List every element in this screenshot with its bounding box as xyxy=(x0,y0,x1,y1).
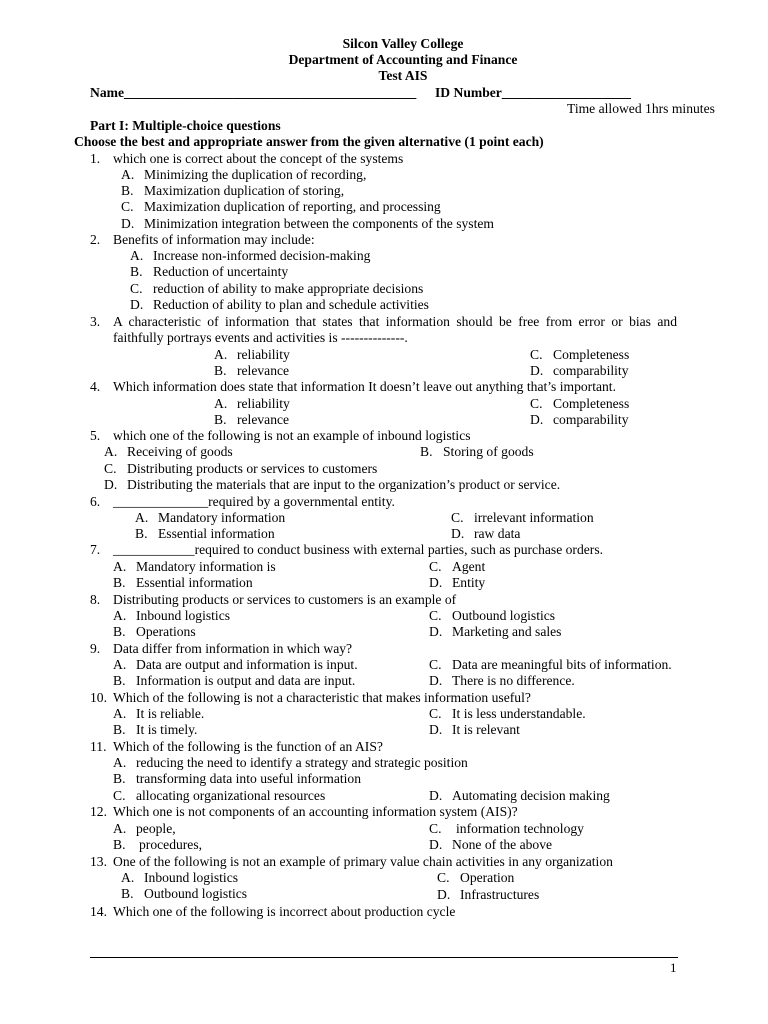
option-letter: A. xyxy=(214,396,228,411)
option-letter: A. xyxy=(121,167,135,182)
option-text: It is less understandable. xyxy=(452,706,586,721)
option-letter: B. xyxy=(113,771,126,786)
option-text: Maximization duplication of reporting, and processing xyxy=(144,199,441,214)
option-letter: A. xyxy=(214,347,228,362)
option-letter: C. xyxy=(530,347,543,362)
option-letter: B. xyxy=(214,412,227,427)
option-text: reliability xyxy=(237,347,290,362)
option-letter: D. xyxy=(451,526,465,541)
option-text: There is no difference. xyxy=(452,673,575,688)
option-text: Receiving of goods xyxy=(127,444,233,459)
question-number: 7. xyxy=(90,542,101,557)
option-letter: D. xyxy=(429,673,443,688)
question-text: ______________required by a governmental entity. xyxy=(113,494,395,509)
option-letter: B. xyxy=(420,444,433,459)
question-text: which one of the following is not an example of inbound logistics xyxy=(113,428,471,443)
option-letter: C. xyxy=(429,821,442,836)
question-text: A characteristic of information that states that information should be free from error or bias and xyxy=(113,314,677,329)
question-text: Data differ from information in which way? xyxy=(113,641,353,656)
option-text: None of the above xyxy=(452,837,553,852)
page-number: 1 xyxy=(670,960,677,975)
option-letter: A. xyxy=(135,510,149,525)
question-number: 3. xyxy=(90,314,101,329)
option-text: Outbound logistics xyxy=(452,608,556,623)
option-text: Operations xyxy=(136,624,196,639)
question-number: 1. xyxy=(90,151,101,166)
question-text: Which of the following is the function of an AIS? xyxy=(113,739,383,754)
option-letter: C. xyxy=(451,510,464,525)
question-number: 2. xyxy=(90,232,101,247)
option-letter: C. xyxy=(130,281,143,296)
department-title: Department of Accounting and Finance xyxy=(288,52,518,67)
option-letter: A. xyxy=(113,608,127,623)
option-text: Mandatory information xyxy=(158,510,286,525)
option-letter: B. xyxy=(113,722,126,737)
option-letter: D. xyxy=(121,216,135,231)
option-letter: C. xyxy=(530,396,543,411)
option-letter: C. xyxy=(437,870,450,885)
option-letter: D. xyxy=(429,788,443,803)
option-text: raw data xyxy=(474,526,521,541)
option-text: Maximization duplication of storing, xyxy=(144,183,345,198)
option-text: Completeness xyxy=(553,347,630,362)
name-field-label: Name___________________________________________ xyxy=(90,85,417,100)
option-text: Outbound logistics xyxy=(144,886,248,901)
option-letter: B. xyxy=(113,837,126,852)
option-text: Infrastructures xyxy=(460,887,540,902)
question-text: Benefits of information may include: xyxy=(113,232,315,247)
option-letter: D. xyxy=(429,722,443,737)
question-number: 13. xyxy=(90,854,107,869)
option-text: irrelevant information xyxy=(474,510,594,525)
option-letter: A. xyxy=(104,444,118,459)
option-letter: C. xyxy=(429,706,442,721)
option-text: Reduction of ability to plan and schedule activities xyxy=(153,297,429,312)
option-letter: D. xyxy=(429,624,443,639)
id-number-field-label: ID Number___________________ xyxy=(435,85,631,100)
question-text: Which of the following is not a characteristic that makes information useful? xyxy=(113,690,531,705)
option-letter: A. xyxy=(113,755,127,770)
question-text-continued: faithfully portrays events and activities is --------------. xyxy=(113,330,408,345)
option-letter: A. xyxy=(113,559,127,574)
option-letter: D. xyxy=(104,477,118,492)
option-text: Information is output and data are input. xyxy=(136,673,356,688)
option-letter: D. xyxy=(130,297,144,312)
option-text: people, xyxy=(136,821,176,836)
option-text: reduction of ability to make appropriate decisions xyxy=(153,281,424,296)
option-text: Operation xyxy=(460,870,515,885)
option-text: transforming data into useful information xyxy=(136,771,362,786)
option-text: Minimizing the duplication of recording, xyxy=(144,167,367,182)
part-title: Part I: Multiple-choice questions xyxy=(90,118,281,133)
option-letter: B. xyxy=(214,363,227,378)
option-text: Storing of goods xyxy=(443,444,534,459)
option-letter: C. xyxy=(113,788,126,803)
option-text: Distributing the materials that are input to the organization’s product or service. xyxy=(127,477,561,492)
question-text: which one is correct about the concept of the systems xyxy=(113,151,404,166)
question-number: 14. xyxy=(90,904,107,919)
option-text: reliability xyxy=(237,396,290,411)
option-text: procedures, xyxy=(139,837,203,852)
time-allowed: Time allowed 1hrs minutes xyxy=(567,101,715,116)
option-text: Essential information xyxy=(136,575,253,590)
option-letter: B. xyxy=(121,183,134,198)
option-text: Data are output and information is input. xyxy=(136,657,358,672)
option-text: It is timely. xyxy=(136,722,198,737)
option-text: Agent xyxy=(452,559,486,574)
option-text: Automating decision making xyxy=(452,788,610,803)
option-text: Mandatory information is xyxy=(136,559,276,574)
option-text: Entity xyxy=(452,575,486,590)
option-letter: D. xyxy=(530,363,544,378)
part-instruction: Choose the best and appropriate answer from the given alternative (1 point each) xyxy=(74,134,544,149)
option-text: allocating organizational resources xyxy=(136,788,326,803)
question-text: Which one of the following is incorrect about production cycle xyxy=(113,904,456,919)
option-letter: A. xyxy=(113,821,127,836)
option-text: Inbound logistics xyxy=(144,870,239,885)
option-text: Minimization integration between the components of the system xyxy=(144,216,494,231)
option-text: It is reliable. xyxy=(136,706,205,721)
option-text: It is relevant xyxy=(452,722,520,737)
option-letter: C. xyxy=(429,657,442,672)
option-text: Reduction of uncertainty xyxy=(153,264,289,279)
option-letter: D. xyxy=(429,575,443,590)
option-text: Data are meaningful bits of information. xyxy=(452,657,672,672)
option-text: Completeness xyxy=(553,396,630,411)
question-number: 12. xyxy=(90,804,107,819)
option-letter: B. xyxy=(113,575,126,590)
option-letter: D. xyxy=(437,887,451,902)
option-text: Distributing products or services to customers xyxy=(127,461,378,476)
question-text: One of the following is not an example of primary value chain activities in any organization xyxy=(113,854,613,869)
option-text: Essential information xyxy=(158,526,275,541)
question-number: 6. xyxy=(90,494,101,509)
question-text: Distributing products or services to customers is an example of xyxy=(113,592,457,607)
option-letter: B. xyxy=(130,264,143,279)
question-number: 5. xyxy=(90,428,101,443)
option-text: relevance xyxy=(237,412,290,427)
option-text: Marketing and sales xyxy=(452,624,562,639)
question-text: Which one is not components of an accounting information system (AIS)? xyxy=(113,804,518,819)
option-letter: D. xyxy=(530,412,544,427)
option-letter: C. xyxy=(429,559,442,574)
option-text: Increase non-informed decision-making xyxy=(153,248,371,263)
test-title: Test AIS xyxy=(378,68,428,83)
option-letter: C. xyxy=(104,461,117,476)
question-number: 11. xyxy=(90,739,107,754)
option-letter: D. xyxy=(429,837,443,852)
question-number: 8. xyxy=(90,592,101,607)
option-text: Inbound logistics xyxy=(136,608,231,623)
college-title: Silcon Valley College xyxy=(342,36,464,51)
option-letter: C. xyxy=(429,608,442,623)
option-text: relevance xyxy=(237,363,290,378)
option-letter: B. xyxy=(113,624,126,639)
option-letter: B. xyxy=(121,886,134,901)
option-letter: C. xyxy=(121,199,134,214)
option-text: comparability xyxy=(553,363,629,378)
option-letter: A. xyxy=(113,706,127,721)
option-letter: A. xyxy=(130,248,144,263)
option-text: reducing the need to identify a strategy and strategic position xyxy=(136,755,468,770)
question-text: ____________required to conduct business with external parties, such as purchase orders. xyxy=(113,542,604,557)
question-number: 9. xyxy=(90,641,101,656)
option-letter: B. xyxy=(113,673,126,688)
question-number: 10. xyxy=(90,690,107,705)
question-number: 4. xyxy=(90,379,101,394)
option-text: information technology xyxy=(456,821,584,836)
option-letter: A. xyxy=(113,657,127,672)
footer-rule xyxy=(90,957,678,958)
question-text: Which information does state that information It doesn’t leave out anything that’s important. xyxy=(113,379,616,394)
option-letter: B. xyxy=(135,526,148,541)
option-text: comparability xyxy=(553,412,629,427)
option-letter: A. xyxy=(121,870,135,885)
